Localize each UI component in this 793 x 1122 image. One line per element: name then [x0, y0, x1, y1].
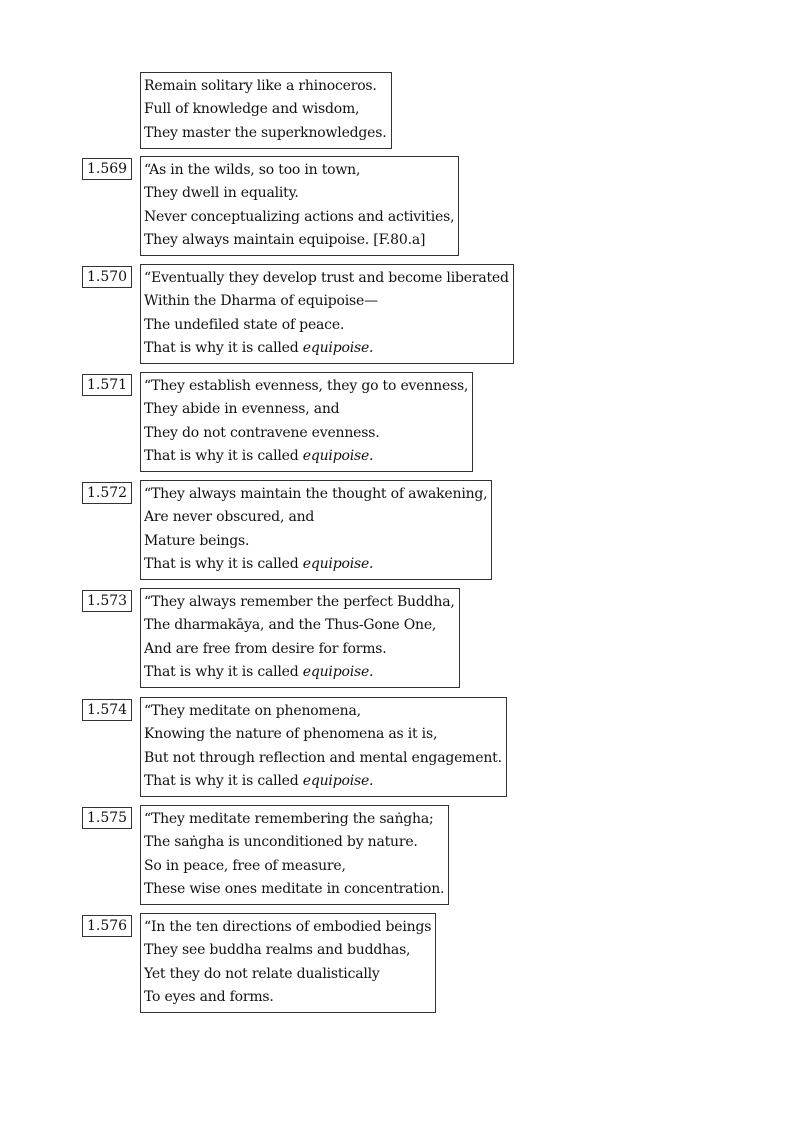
verse-line: They master the superknowledges.: [144, 124, 387, 141]
emphasis-term: equipoise.: [302, 555, 374, 572]
verse-line: [144, 770, 502, 793]
verse-line-text: That is why it is called: [144, 447, 303, 464]
verse-line: “They meditate on phenomena,: [144, 703, 361, 719]
verse-number[interactable]: 1.574: [82, 699, 132, 721]
verse-number[interactable]: 1.573: [82, 590, 132, 612]
verse-line: “They establish evenness, they go to evenness,: [144, 378, 469, 394]
verse-text: [140, 805, 449, 905]
verse-line: Full of knowledge and wisdom,: [144, 101, 360, 118]
verse-line: [144, 445, 468, 468]
verse-line: “They meditate remembering the saṅgha;: [144, 811, 434, 827]
verse-line: “They always remember the perfect Buddha,: [144, 594, 455, 610]
verse-line: They do not contravene evenness.: [144, 424, 380, 441]
verse-line: “As in the wilds, so too in town,: [144, 162, 361, 178]
verse-line: [144, 661, 455, 684]
verse-line: Yet they do not relate dualistically: [144, 965, 380, 982]
verse-line: “Eventually they develop trust and become liberated: [144, 270, 509, 286]
verse-line: Mature beings.: [144, 532, 250, 549]
verse-text: [140, 588, 460, 688]
verse-line: Within the Dharma of equipoise—: [144, 293, 378, 310]
verse-line-text: That is why it is called: [144, 555, 303, 572]
verse-line-text: That is why it is called: [144, 663, 303, 680]
verse-text: [140, 72, 392, 149]
verse-line: They dwell in equality.: [144, 185, 299, 202]
verse-line: These wise ones meditate in concentration.: [144, 880, 445, 897]
verse-line: They always maintain equipoise. [F.80.a]: [144, 231, 426, 248]
verse-number[interactable]: 1.572: [82, 482, 132, 504]
emphasis-term: equipoise.: [302, 339, 374, 356]
verse-line: Remain solitary like a rhinoceros.: [144, 78, 377, 94]
verse-line: But not through reflection and mental engagement.: [144, 749, 502, 766]
verse-line: The undefiled state of peace.: [144, 316, 345, 333]
verse-line: Never conceptualizing actions and activities,: [144, 208, 455, 225]
verse-number[interactable]: 1.575: [82, 807, 132, 829]
emphasis-term: equipoise.: [302, 663, 374, 680]
verse-line: The saṅgha is unconditioned by nature.: [144, 834, 418, 851]
verse-line: [144, 337, 509, 360]
verse-line-text: That is why it is called: [144, 339, 303, 356]
verse-line: “They always maintain the thought of awakening,: [144, 486, 488, 502]
verse-number[interactable]: 1.571: [82, 374, 132, 396]
verse-line: “In the ten directions of embodied beings: [144, 919, 432, 935]
verse-line: To eyes and forms.: [144, 988, 274, 1005]
verse-number[interactable]: 1.570: [82, 266, 132, 288]
verse-text: [140, 156, 459, 256]
verse-text: [140, 264, 514, 364]
verse-text: [140, 913, 436, 1013]
verse-line: Knowing the nature of phenomena as it is,: [144, 726, 438, 743]
verse-line: The dharmakāya, and the Thus-Gone One,: [144, 617, 437, 634]
verse-text: [140, 480, 492, 580]
emphasis-term: equipoise.: [302, 772, 374, 789]
verse-text: [140, 697, 507, 797]
verse-line-text: That is why it is called: [144, 772, 303, 789]
verse-line: So in peace, free of measure,: [144, 857, 346, 874]
verse-number[interactable]: 1.569: [82, 158, 132, 180]
verse-line: Are never obscured, and: [144, 509, 315, 526]
verse-line: They see buddha realms and buddhas,: [144, 942, 411, 959]
verse-number[interactable]: 1.576: [82, 915, 132, 937]
verse-line: And are free from desire for forms.: [144, 640, 387, 657]
verse-line: They abide in evenness, and: [144, 401, 340, 418]
verse-text: [140, 372, 473, 472]
verse-line: [144, 553, 487, 576]
emphasis-term: equipoise.: [302, 447, 374, 464]
